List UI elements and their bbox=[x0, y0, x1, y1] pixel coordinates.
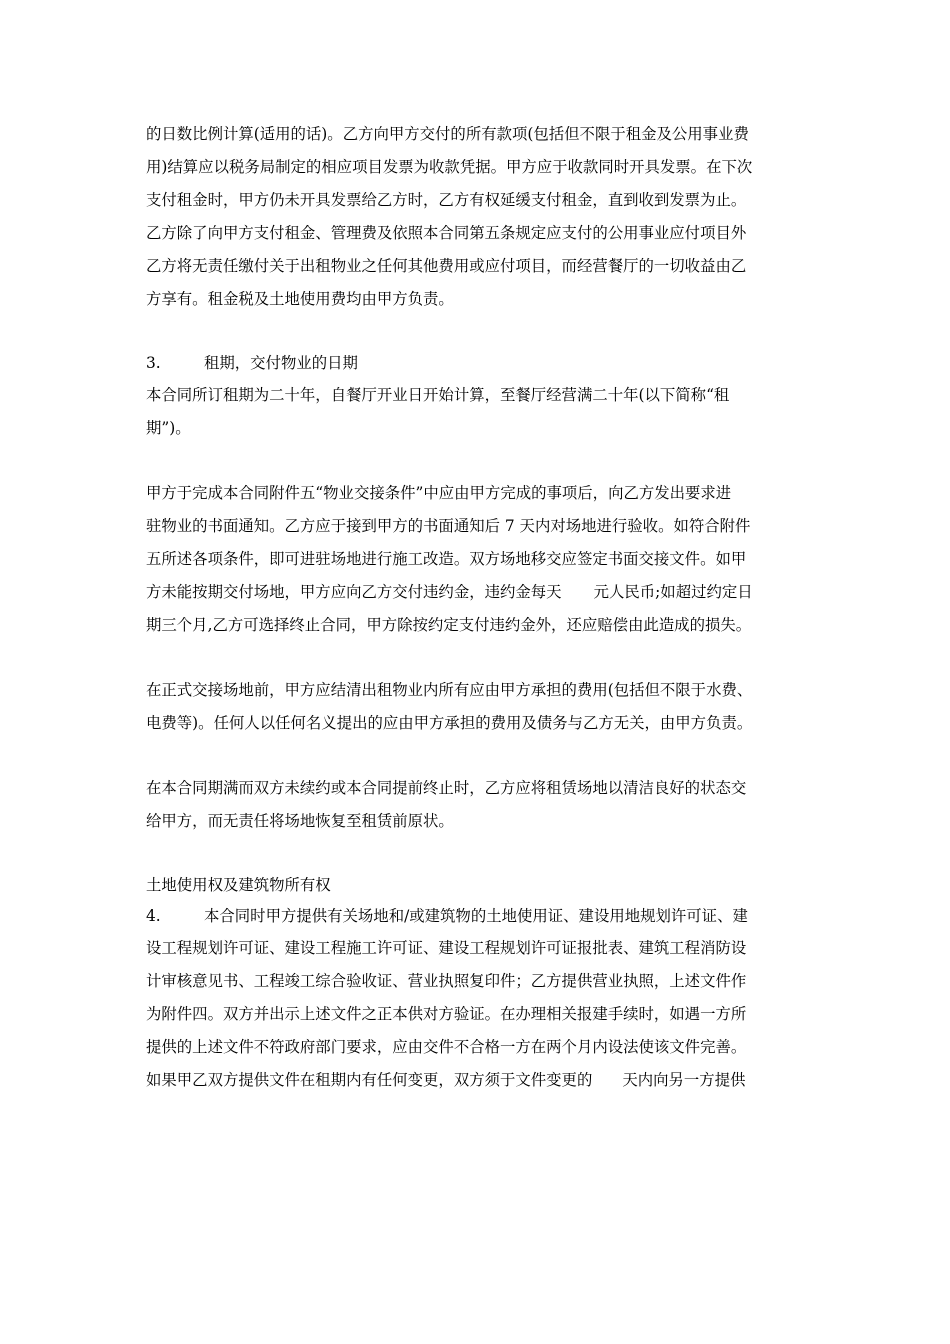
text-segment: 本合同时甲方提供有关场地和/或建筑物的土地使用证、建设用地规划许可证、建 bbox=[204, 907, 748, 925]
text-line: 驻物业的书面通知。乙方应于接到甲方的书面通知后 7 天内对场地进行验收。如符合附件 bbox=[146, 517, 751, 535]
text-line: 设工程规划许可证、建设工程施工许可证、建设工程规划许可证报批表、建筑工程消防设 bbox=[146, 939, 747, 957]
paragraph-payment-invoices bbox=[146, 118, 816, 316]
text-line: 在本合同期满而双方未续约或本合同提前终止时，乙方应将租赁场地以清洁良好的状态交 bbox=[146, 779, 747, 797]
text-line: 支付租金时，甲方仍未开具发票给乙方时，乙方有权延缓支付租金，直到收到发票为止。 bbox=[146, 191, 747, 209]
text-line: 本合同所订租期为二十年，自餐厅开业日开始计算，至餐厅经营满二十年(以下简称“租 bbox=[146, 386, 730, 404]
document-body bbox=[146, 118, 816, 1097]
text-line: 期”)。 bbox=[146, 419, 191, 437]
text-line: 电费等)。任何人以任何名义提出的应由甲方承担的费用及债务与乙方无关，由甲方负责。 bbox=[146, 714, 753, 732]
paragraph-spacer bbox=[146, 642, 816, 674]
text-line: 五所述各项条件，即可进驻场地进行施工改造。双方场地移交应签定书面交接文件。如甲 bbox=[146, 550, 747, 568]
text-line: 的日数比例计算(适用的话)。乙方向甲方交付的所有款项(包括但不限于租金及公用事业费 bbox=[146, 125, 749, 143]
text-line: 期三个月,乙方可选择终止合同，甲方除按约定支付违约金外，还应赔偿由此造成的损失。 bbox=[146, 616, 752, 634]
text-line bbox=[146, 1064, 816, 1097]
text-line: 给甲方，而无责任将场地恢复至租赁前原状。 bbox=[146, 812, 454, 830]
section-heading bbox=[146, 348, 816, 379]
section-number: 4. bbox=[146, 907, 161, 925]
paragraph-spacer bbox=[146, 838, 816, 870]
section-number: 3. bbox=[146, 354, 161, 372]
text-line: 为附件四。双方并出示上述文件之正本供对方验证。在办理相关报建手续时，如遇一方所 bbox=[146, 1005, 747, 1023]
text-line: 甲方于完成本合同附件五“物业交接条件”中应由甲方完成的事项后，向乙方发出要求进 bbox=[146, 484, 732, 502]
text-line bbox=[146, 901, 816, 932]
section-title: 租期，交付物业的日期 bbox=[204, 354, 358, 372]
text-line: 在正式交接场地前，甲方应结清出租物业内所有应由甲方承担的费用(包括但不限于水费、 bbox=[146, 681, 753, 699]
text-segment: 如果甲乙双方提供文件在租期内有任何变更，双方须于文件变更的 bbox=[146, 1071, 593, 1089]
text-line: 乙方除了向甲方支付租金、管理费及依照本合同第五条规定应支付的公用事业应付项目外 bbox=[146, 224, 747, 242]
section-3-lease-term bbox=[146, 348, 816, 445]
text-line: 乙方将无责任缴付关于出租物业之任何其他费用或应付项目，而经营餐厅的一切收益由乙 bbox=[146, 257, 747, 275]
text-line bbox=[146, 576, 816, 609]
paragraph-spacer bbox=[146, 445, 816, 477]
paragraph-fees bbox=[146, 674, 816, 740]
text-line: 计审核意见书、工程竣工综合验收证、营业执照复印件；乙方提供营业执照，上述文件作 bbox=[146, 972, 747, 990]
paragraph-spacer bbox=[146, 316, 816, 348]
paragraph-expiry bbox=[146, 772, 816, 838]
section-heading: 土地使用权及建筑物所有权 bbox=[146, 876, 331, 894]
text-segment: 方未能按期交付场地，甲方应向乙方交付违约金，违约金每天 bbox=[146, 583, 562, 601]
text-line: 方享有。租金税及土地使用费均由甲方负责。 bbox=[146, 290, 454, 308]
text-line: 用)结算应以税务局制定的相应项目发票为收款凭据。甲方应于收款同时开具发票。在下次 bbox=[146, 158, 753, 176]
text-line: 提供的上述文件不符政府部门要求，应由交件不合格一方在两个月内设法使该文件完善。 bbox=[146, 1038, 747, 1056]
text-segment: 天内向另一方提供 bbox=[622, 1071, 746, 1089]
paragraph-spacer bbox=[146, 740, 816, 772]
paragraph-handover bbox=[146, 477, 816, 642]
section-4-land-use-rights bbox=[146, 870, 816, 1097]
text-segment: 元人民币;如超过约定日 bbox=[593, 583, 753, 601]
